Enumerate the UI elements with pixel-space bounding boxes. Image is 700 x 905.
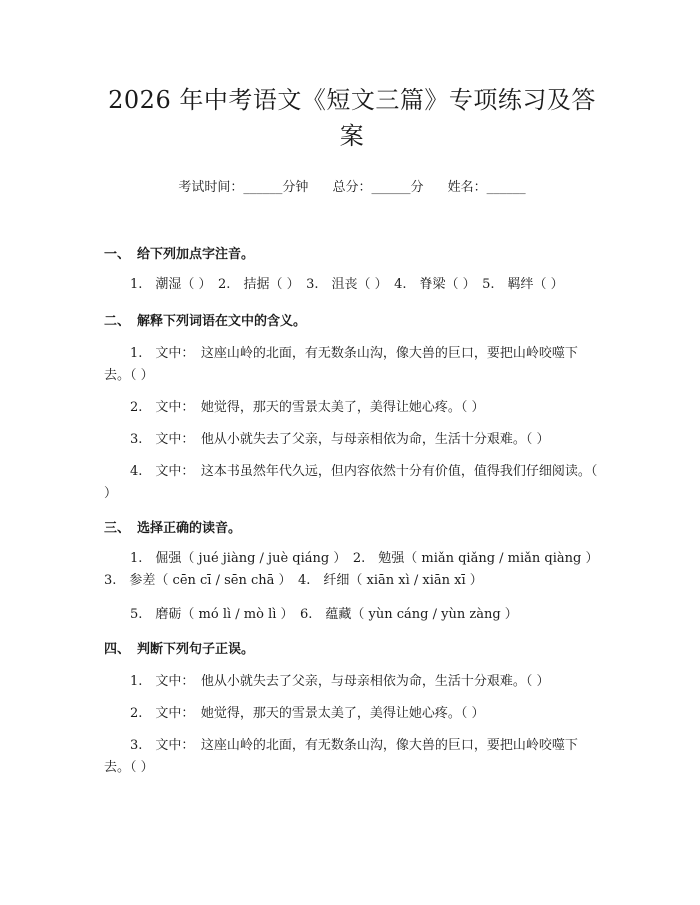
title-line-1: 2026 年中考语文《短文三篇》专项练习及答 xyxy=(108,86,596,114)
question-item: 3. 文中： 他从小就失去了父亲，与母亲相依为命，生活十分艰难。（ ） xyxy=(130,432,550,447)
section-title: 选择正确的读音。 xyxy=(137,521,242,536)
section-number: 二、 xyxy=(104,314,131,329)
section-1 xyxy=(104,243,600,296)
question-item: 1. 潮湿（ ） 2. 拮据（ ） 3. 沮丧（ ） 4. 脊梁（ ） 5. 羁绊（ ） xyxy=(130,277,564,292)
exam-info-bar xyxy=(104,176,600,195)
document-title xyxy=(104,82,600,154)
section-title: 解释下列词语在文中的含义。 xyxy=(137,314,307,329)
section-2 xyxy=(104,310,600,505)
section-heading xyxy=(104,638,600,657)
total-score-field: 总分：______分 xyxy=(332,180,424,195)
question-item: 3. 文中： 这座山岭的北面，有无数条山沟，像大兽的巨口，要把山岭咬噬下去。（ ） xyxy=(104,738,578,775)
question-item: 2. 文中： 她觉得，那天的雪景太美了，美得让她心疼。（ ） xyxy=(130,400,485,415)
question-item: 1. 倔强（ jué jiàng / juè qiáng ） 2. 勉强（ miǎn qiǎng / miǎn qiàng ） 3. 参差（ cēn cī / sēn chā ） 4. 纤细（ xiān xì / xiān xī ） xyxy=(104,551,605,588)
question-item: 4. 文中： 这本书虽然年代久远，但内容依然十分有价值，值得我们仔细阅读。（ ） xyxy=(104,464,602,501)
section-4 xyxy=(104,638,600,779)
section-heading xyxy=(104,310,600,329)
section-number: 四、 xyxy=(104,642,131,657)
question-item: 1. 文中： 这座山岭的北面，有无数条山沟，像大兽的巨口，要把山岭咬噬下去。（ ） xyxy=(104,346,578,383)
question-item: 2. 文中： 她觉得，那天的雪景太美了，美得让她心疼。（ ） xyxy=(130,706,485,721)
section-number: 一、 xyxy=(104,247,131,262)
title-line-2: 案 xyxy=(339,122,365,150)
section-heading xyxy=(104,517,600,536)
student-name-field: 姓名：______ xyxy=(447,180,526,195)
exam-time-field: 考试时间：______分钟 xyxy=(178,180,309,195)
section-heading xyxy=(104,243,600,262)
question-item: 5. 磨砺（ mó lì / mò lì ） 6. 蕴藏（ yùn cáng / yùn zàng ） xyxy=(130,607,518,622)
section-title: 给下列加点字注音。 xyxy=(137,247,255,262)
section-title: 判断下列句子正误。 xyxy=(137,642,255,657)
section-number: 三、 xyxy=(104,521,131,536)
section-3 xyxy=(104,517,605,626)
question-item: 1. 文中： 他从小就失去了父亲，与母亲相依为命，生活十分艰难。（ ） xyxy=(130,674,550,689)
